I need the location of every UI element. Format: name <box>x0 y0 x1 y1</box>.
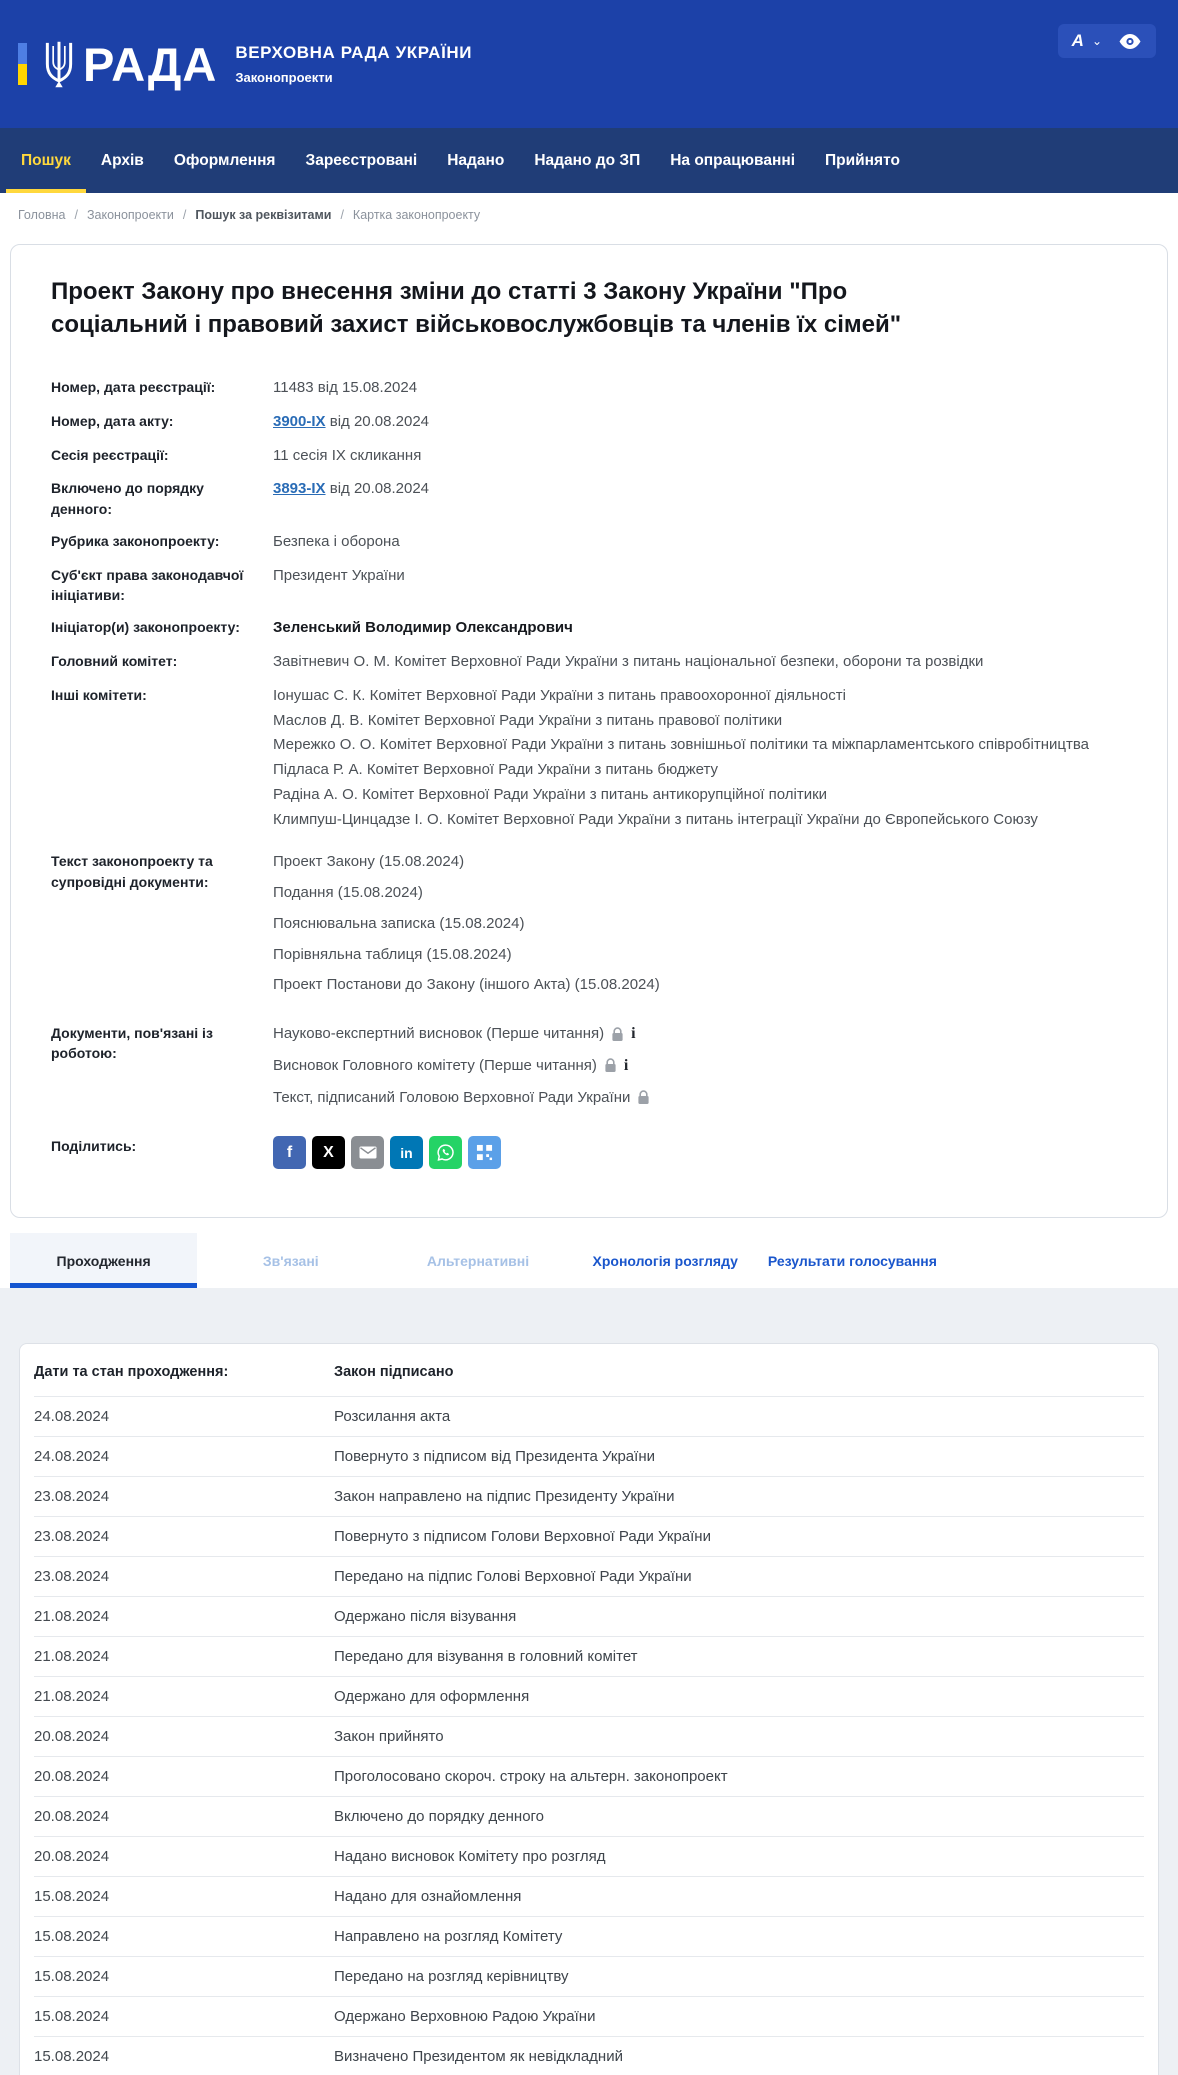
field-other-committees <box>51 685 1137 834</box>
qr-share-icon <box>476 1144 493 1161</box>
field-documents <box>51 851 1137 1005</box>
table-row: 20.08.2024 Включено до порядку денного <box>34 1796 1144 1836</box>
bill-card <box>10 244 1168 1218</box>
document-link[interactable]: Проект Постанови до Закону (іншого Акта) (15.08.2024) <box>273 976 660 994</box>
nav-item-oformlennya[interactable]: Оформлення <box>173 151 276 169</box>
x-twitter-icon: X <box>323 1144 334 1162</box>
field-label: Головний комітет: <box>51 653 178 670</box>
field-registration <box>51 377 1137 399</box>
field-label: Ініціатор(и) законопроекту: <box>51 619 240 636</box>
field-label: Включено до порядку денного: <box>51 480 204 517</box>
field-act-number <box>51 411 1137 433</box>
lock-icon <box>637 1090 650 1105</box>
field-value: 11483 від 15.08.2024 <box>273 379 418 397</box>
field-label: Документи, пов'язані із роботою: <box>51 1025 213 1062</box>
document-link[interactable]: Порівняльна таблиця (15.08.2024) <box>273 945 512 963</box>
field-label: Суб'єкт права законодавчої ініціативи: <box>51 566 244 604</box>
committee-item: Радіна А. О. Комітет Верховної Ради України з питань антикорупційної політики <box>273 785 828 803</box>
nav-item-zareyestrovani[interactable]: Зареєстровані <box>305 151 418 169</box>
breadcrumb <box>0 193 1178 230</box>
initiator-name: Зеленський Володимир Олександрович <box>273 619 573 637</box>
field-value: Президент України <box>273 566 405 584</box>
info-icon[interactable]: i <box>623 1056 629 1074</box>
table-row: 24.08.2024 Повернуто з підписом від Президента України <box>34 1436 1144 1476</box>
envelope-icon <box>359 1146 377 1159</box>
field-rubric <box>51 531 1137 553</box>
document-link[interactable]: Подання (15.08.2024) <box>273 884 423 902</box>
table-row: 21.08.2024 Одержано для оформлення <box>34 1676 1144 1716</box>
nav-item-na-opratsyuvanni[interactable]: На опрацюванні <box>670 151 795 169</box>
facebook-icon: f <box>286 1144 293 1162</box>
tab-rezultaty[interactable]: Результати голосування <box>767 1252 937 1269</box>
table-row: 23.08.2024 Закон направлено на підпис Президенту України <box>34 1476 1144 1516</box>
share-email-button[interactable] <box>351 1136 384 1169</box>
page-title: Проект Закону про внесення зміни до статті 3 Закону України "Про соціальний і правовий захист військовослужбовців та членів їх сімей" <box>51 278 902 339</box>
breadcrumb-search[interactable]: Пошук за реквізитами <box>195 208 332 222</box>
field-related-documents <box>51 1023 1137 1118</box>
nav-item-pryinyato[interactable]: Прийнято <box>825 151 900 169</box>
related-document-link[interactable]: Висновок Головного комітету (Перше читання) <box>273 1056 597 1074</box>
table-row: 20.08.2024 Проголосовано скороч. строку на альтерн. законопроект <box>34 1756 1144 1796</box>
committee-item: Підласа Р. А. Комітет Верховної Ради України з питань бюджету <box>273 761 719 779</box>
agenda-date-text: від 20.08.2024 <box>329 480 430 498</box>
table-row: 15.08.2024 Надано для ознайомлення <box>34 1876 1144 1916</box>
chevron-down-icon: ⌄ <box>1091 34 1102 48</box>
tab-prokhodzhennya[interactable]: Проходження <box>10 1233 197 1288</box>
site-header <box>0 0 1178 128</box>
table-row: 20.08.2024 Надано висновок Комітету про розгляд <box>34 1836 1144 1876</box>
font-size-button[interactable]: A <box>1071 31 1084 50</box>
main-nav <box>0 128 1178 193</box>
nav-item-nadano-do-zp[interactable]: Надано до ЗП <box>534 151 641 169</box>
committee-item: Іонушас С. К. Комітет Верховної Ради України з питань правоохоронної діяльності <box>273 686 846 704</box>
field-label: Інші комітети: <box>51 686 147 703</box>
document-link[interactable]: Пояснювальна записка (15.08.2024) <box>273 914 525 932</box>
field-label: Номер, дата акту: <box>51 412 174 429</box>
field-session <box>51 445 1137 467</box>
whatsapp-icon <box>435 1142 456 1163</box>
document-link[interactable]: Проект Закону (15.08.2024) <box>273 853 465 871</box>
nav-item-poshuk[interactable]: Пошук <box>6 128 86 193</box>
field-value: Безпека і оборона <box>273 533 400 551</box>
table-row: 20.08.2024 Закон прийнято <box>34 1716 1144 1756</box>
act-date-text: від 20.08.2024 <box>329 412 430 430</box>
field-label: Номер, дата реєстрації: <box>51 379 216 396</box>
table-row: 15.08.2024 Одержано Верховною Радою України <box>34 1996 1144 2036</box>
table-row: 21.08.2024 Передано для візування в головний комітет <box>34 1636 1144 1676</box>
column-header-dates: Дати та стан проходження: <box>34 1364 229 1381</box>
table-header <box>34 1344 1144 1396</box>
site-subtitle: Законопроекти <box>235 70 333 85</box>
trident-icon <box>41 38 77 90</box>
field-label: Сесія реєстрації: <box>51 446 169 463</box>
main-committee-value: Завітневич О. М. Комітет Верховної Ради України з питань національної безпеки, оборони та розвідки <box>273 653 984 671</box>
table-row: 23.08.2024 Передано на підпис Голові Верховної Ради України <box>34 1556 1144 1596</box>
act-number-link[interactable]: 3900-IX <box>273 412 326 430</box>
share-facebook-button[interactable] <box>273 1136 306 1169</box>
breadcrumb-separator: / <box>182 208 187 222</box>
related-document-link[interactable]: Науково-експертний висновок (Перше читання) <box>273 1025 605 1043</box>
share-linkedin-button[interactable] <box>390 1136 423 1169</box>
table-row: 23.08.2024 Повернуто з підписом Голови Верховної Ради України <box>34 1516 1144 1556</box>
lock-icon <box>604 1058 617 1073</box>
field-share <box>51 1136 1137 1169</box>
nav-item-nadano[interactable]: Надано <box>447 151 505 169</box>
tab-alternatyvni[interactable]: Альтернативні <box>426 1252 530 1269</box>
site-title: ВЕРХОВНА РАДА УКРАЇНИ <box>235 43 473 62</box>
breadcrumb-separator: / <box>340 208 344 222</box>
breadcrumb-bills[interactable]: Законопроекти <box>86 208 174 222</box>
nav-item-arkhiv[interactable]: Архів <box>100 151 144 169</box>
accessibility-controls <box>1058 24 1156 58</box>
ukraine-flag-bar <box>18 43 27 85</box>
share-x-button[interactable] <box>312 1136 345 1169</box>
tab-zvyazani[interactable]: Зв'язані <box>262 1252 319 1269</box>
share-more-button[interactable] <box>468 1136 501 1169</box>
passage-section <box>0 1288 1178 2075</box>
agenda-number-link[interactable]: 3893-IX <box>273 480 326 498</box>
share-whatsapp-button[interactable] <box>429 1136 462 1169</box>
column-header-status: Закон підписано <box>334 1364 454 1381</box>
field-value: 11 сесія IX скликання <box>273 446 422 464</box>
committee-item: Климпуш-Цинцадзе І. О. Комітет Верховної Ради України з питань інтеграції України до Європейського Союзу <box>273 810 1038 828</box>
related-document-link[interactable]: Текст, підписаний Головою Верховної Ради України <box>273 1088 631 1106</box>
brand-logo[interactable] <box>18 38 472 90</box>
linkedin-icon: in <box>400 1144 413 1161</box>
eye-icon[interactable] <box>1118 33 1142 50</box>
table-row: 15.08.2024 Передано на розгляд керівництву <box>34 1956 1144 1996</box>
field-label: Поділитись: <box>51 1138 137 1155</box>
field-label: Текст законопроекту та супровідні документи: <box>51 853 213 890</box>
brand-wordmark: РАДА <box>83 37 218 91</box>
committee-item: Мережко О. О. Комітет Верховної Ради України з питань зовнішньої політики та міжпарламентського співробітництва <box>273 736 1089 754</box>
breadcrumb-separator: / <box>74 208 78 222</box>
breadcrumb-bill-card: Картка законопроекту <box>352 208 481 222</box>
table-row: 15.08.2024 Визначено Президентом як невідкладний <box>34 2036 1144 2075</box>
info-icon[interactable]: i <box>631 1025 636 1043</box>
committee-item: Маслов Д. В. Комітет Верховної Ради України з питань правової політики <box>273 711 783 729</box>
share-buttons <box>273 1136 1137 1169</box>
lock-icon <box>611 1027 624 1042</box>
table-row: 21.08.2024 Одержано після візування <box>34 1596 1144 1636</box>
field-main-committee <box>51 651 1137 673</box>
table-row: 24.08.2024 Розсилання акта <box>34 1396 1144 1436</box>
field-subject <box>51 565 1137 606</box>
field-agenda <box>51 478 1137 519</box>
field-initiator <box>51 617 1137 639</box>
passage-table <box>19 1343 1159 2075</box>
bill-tabs <box>10 1233 946 1288</box>
tab-khronologiya[interactable]: Хронологія розгляду <box>592 1252 738 1269</box>
breadcrumb-home[interactable]: Головна <box>18 208 66 222</box>
field-label: Рубрика законопроекту: <box>51 533 220 550</box>
table-row: 15.08.2024 Направлено на розгляд Комітету <box>34 1916 1144 1956</box>
